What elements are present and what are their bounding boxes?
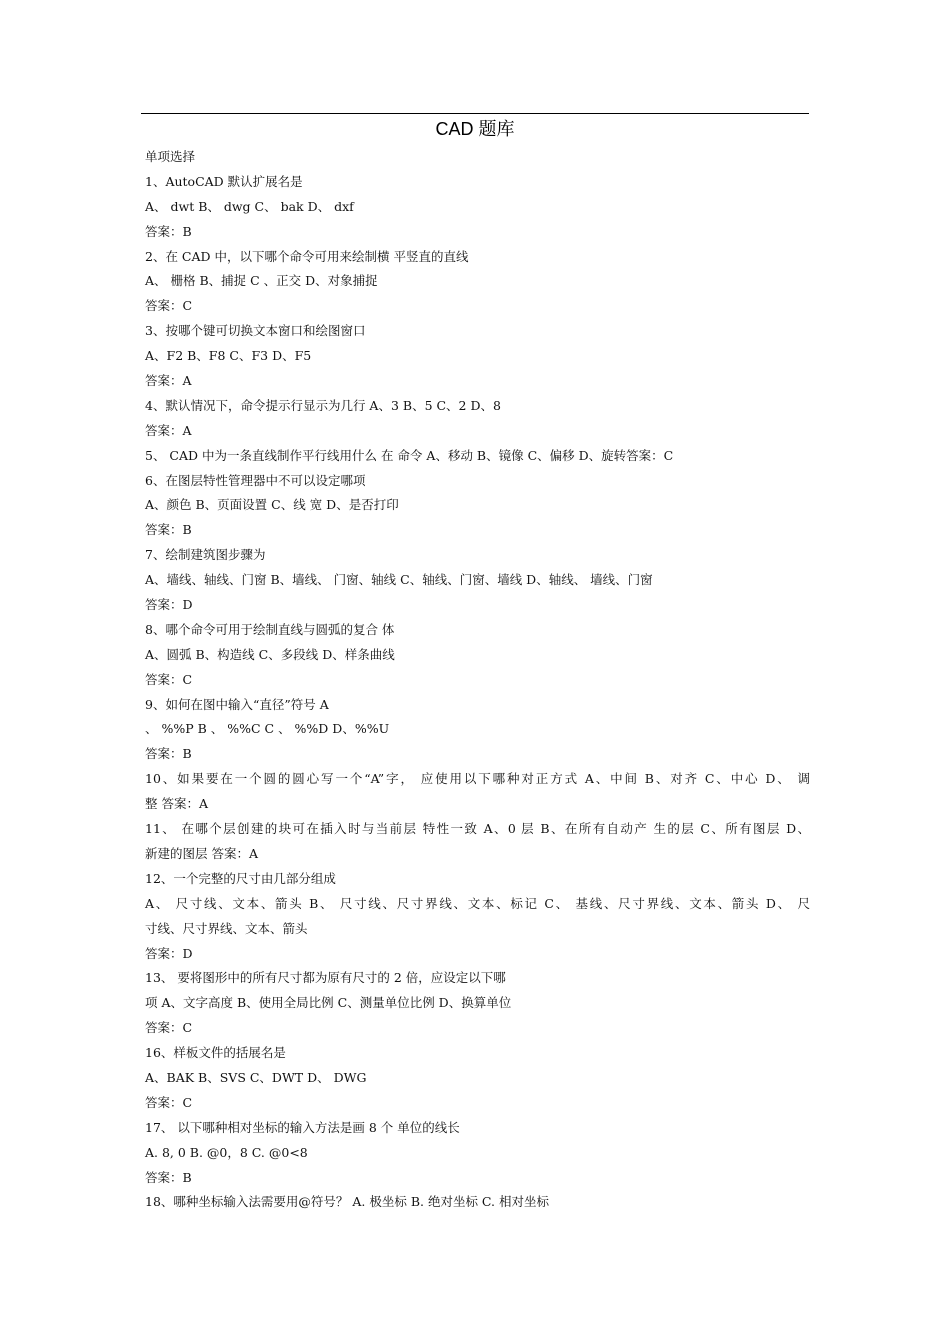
text-line: 1、AutoCAD 默认扩展名是: [145, 173, 303, 189]
text-line: 答案：A: [145, 373, 192, 389]
text-line: 3、按哪个键可切换文本窗口和绘图窗口: [145, 323, 366, 339]
header-rule: [141, 113, 809, 114]
text-line: 13、 要将图形中的所有尺寸都为原有尺寸的 2 倍，应设定以下哪: [145, 970, 506, 986]
text-line: 18、哪种坐标输入法需要用@符号？ A. 极坐标 B. 绝对坐标 C. 相对坐标: [145, 1194, 549, 1210]
text-line: 答案：A: [145, 422, 192, 438]
document-body: [145, 145, 810, 1215]
text-line: A、墙线、轴线、门窗 B、墙线、 门窗、轴线 C、轴线、门窗、墙线 D、轴线、 墙线、门窗: [145, 572, 653, 588]
text-line: 寸线、尺寸界线、文本、箭头: [145, 920, 308, 936]
text-line: A、颜色 B、页面设置 C、线 宽 D、是否打印: [145, 497, 399, 513]
text-line: 答案：B: [145, 746, 192, 762]
text-line: 、 %%P B 、 %%C C 、 %%D D、%%U: [145, 721, 390, 737]
text-line: A、圆弧 B、构造线 C、多段线 D、样条曲线: [145, 646, 395, 662]
text-line: 新建的图层 答案：A: [145, 845, 259, 861]
text-line: 17、 以下哪种相对坐标的输入方法是画 8 个 单位的线长: [145, 1119, 460, 1135]
text-line: 10、如果要在一个圆的圆心写一个“A”字， 应使用以下哪种对正方式 A、中间 B、对齐 C、中心 D、 调: [145, 771, 810, 787]
text-line: A、F2 B、F8 C、F3 D、F5: [145, 348, 312, 364]
document-title: CAD 题库: [435, 119, 515, 139]
text-line: 整 答案：A: [145, 796, 209, 812]
text-line: A、 栅格 B、捕捉 C 、正交 D、对象捕捉: [145, 273, 378, 289]
text-line: 答案：C: [145, 298, 193, 314]
section-heading: 单项选择: [145, 149, 196, 164]
text-line: 16、样板文件的括展名是: [145, 1045, 286, 1061]
text-line: 8、哪个命令可用于绘制直线与圆弧的复合 体: [145, 621, 395, 637]
text-line: 答案：B: [145, 522, 192, 538]
text-line: 答案：D: [145, 597, 193, 613]
text-line: 9、如何在图中输入“直径”符号 A: [145, 696, 329, 712]
text-line: 答案：C: [145, 1020, 193, 1036]
text-line: 答案：C: [145, 671, 193, 687]
text-line: 6、在图层特性管理器中不可以设定哪项: [145, 472, 366, 488]
text-line: A. 8, 0 B. @0，8 C. @0<8: [145, 1144, 308, 1160]
text-line: 2、在 CAD 中，以下哪个命令可用来绘制横 平竖直的直线: [145, 248, 469, 264]
text-line: 12、一个完整的尺寸由几部分组成: [145, 870, 336, 886]
text-line: A、 dwt B、 dwg C、 bak D、 dxf: [145, 198, 354, 214]
text-line: 7、绘制建筑图步骤为: [145, 547, 266, 563]
text-line: 4、默认情况下，命令提示行显示为几行 A、3 B、5 C、2 D、8: [145, 397, 501, 413]
text-line: 答案：C: [145, 1094, 193, 1110]
text-line: 5、 CAD 中为一条直线制作平行线用什么 在 命令 A、移动 B、镜像 C、偏移 D、旋转答案：C: [145, 447, 674, 463]
text-line: A、BAK B、SVS C、DWT D、 DWG: [145, 1069, 367, 1085]
text-line: A、 尺寸线、文本、箭头 B、 尺寸线、尺寸界线、文本、标记 C、 基线、尺寸界线、文本、箭头 D、 尺: [145, 895, 810, 911]
text-line: 答案：B: [145, 1169, 192, 1185]
text-line: 11、 在哪个层创建的块可在插入时与当前层 特性一致 A、0 层 B、在所有自动产 生的层 C、所有图层 D、: [145, 821, 810, 837]
text-line: 答案：B: [145, 223, 192, 239]
text-line: 项 A、文字高度 B、使用全局比例 C、测量单位比例 D、换算单位: [145, 995, 512, 1011]
text-line: 答案：D: [145, 945, 193, 961]
